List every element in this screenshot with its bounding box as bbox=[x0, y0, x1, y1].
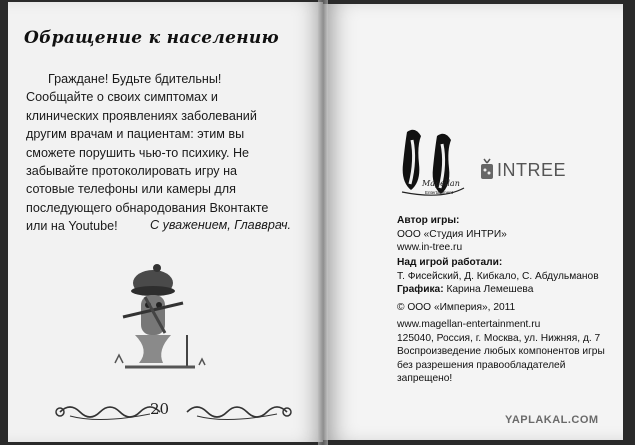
signature: С уважением, Главврач. bbox=[150, 218, 292, 232]
site-url: www.magellan-entertainment.ru bbox=[397, 319, 541, 330]
book-spine bbox=[318, 0, 328, 445]
author-heading: Автор игры: bbox=[397, 215, 460, 226]
svg-text:Magellan: Magellan bbox=[422, 179, 460, 188]
copyright: © ООО «Империя», 2011 bbox=[397, 302, 516, 313]
author-line: ООО «Студия ИНТРИ» bbox=[397, 228, 507, 240]
notice-line: без разрешения правообладателей bbox=[397, 359, 566, 371]
team-block bbox=[397, 256, 599, 297]
address: 125040, Россия, г. Москва, ул. Нижняя, д. 7 bbox=[397, 332, 601, 344]
graphics-heading: Графика: bbox=[397, 284, 444, 296]
legal-block bbox=[397, 318, 605, 386]
svg-text:Entertainment: Entertainment bbox=[425, 190, 454, 195]
notice-line: Воспроизведение любых компонентов игры bbox=[397, 346, 605, 358]
notice-line: запрещено! bbox=[397, 373, 453, 385]
ornament-left-icon bbox=[55, 398, 165, 424]
appeal-text: Граждане! Будьте бдительны! Сообщайте о своих симптомах и клинических проявлениях заболеваний другим врачам и пациентам: этим вы сможете порушить чью-то психику. Не забывайте протоколировать игру на сотовые телефоны или камеры для последующего обнародования Вконтакте или на Youtube! bbox=[26, 72, 269, 234]
intree-logo-icon bbox=[480, 158, 494, 180]
page-title: Обращение к населению bbox=[24, 28, 279, 48]
intree-logo-text: INTREE bbox=[497, 160, 567, 180]
graphics-name: Карина Лемешева bbox=[446, 284, 534, 296]
author-block bbox=[397, 214, 507, 255]
page-number: 20 bbox=[150, 400, 170, 418]
ornament-right-icon bbox=[182, 398, 292, 424]
armed-mushroom-soldier-icon bbox=[105, 255, 215, 375]
author-line: www.in-tree.ru bbox=[397, 242, 463, 254]
team-line: Т. Фисейский, Д. Кибкало, С. Абдульманов bbox=[397, 270, 599, 282]
watermark: YAPLAKAL.COM bbox=[505, 414, 599, 426]
team-heading: Над игрой работали: bbox=[397, 257, 503, 268]
